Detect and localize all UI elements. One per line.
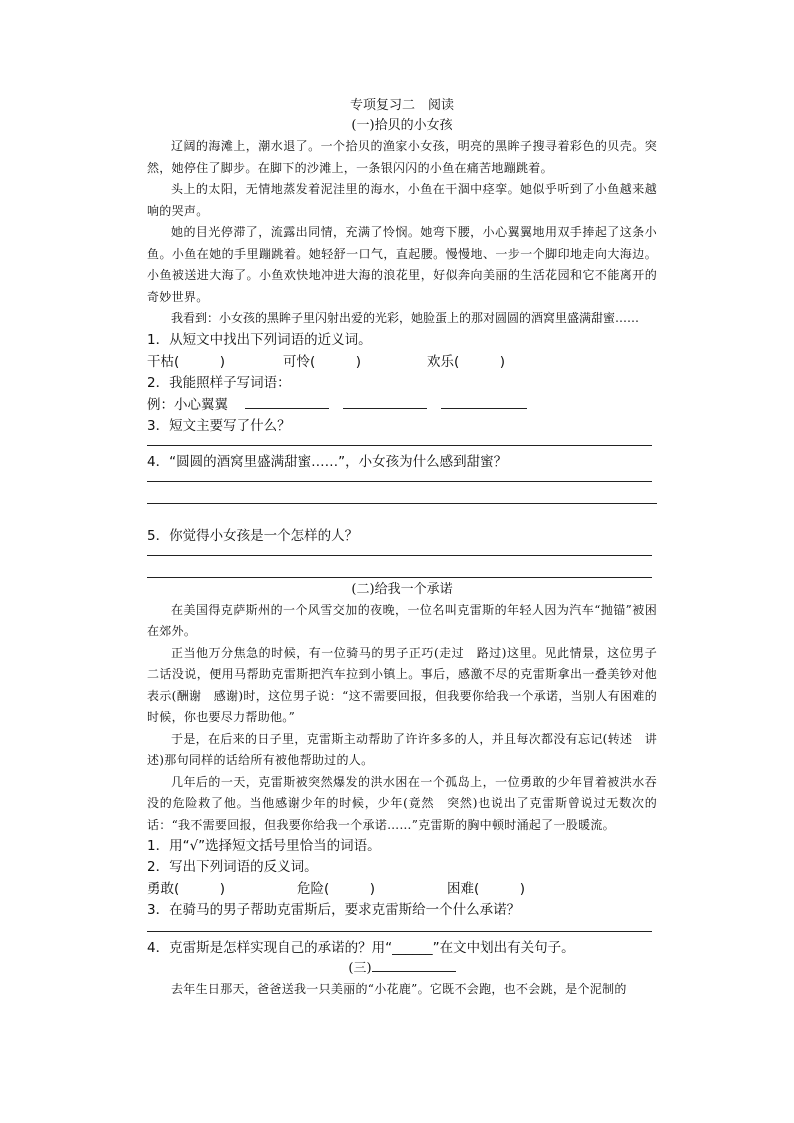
s1-question-5: 5．你觉得小女孩是一个怎样的人？ [147, 527, 359, 544]
section1-title: (一)拾贝的小女孩 [351, 118, 453, 133]
s2-question-4: 4．克雷斯是怎样实现自己的承诺的？用“______”在文中划出有关句子。 [147, 940, 575, 956]
section3-title [147, 959, 657, 979]
s1-q2-row [147, 394, 657, 416]
page-title: 专项复习二 阅读 [349, 98, 454, 113]
answer-blank[interactable] [441, 394, 527, 409]
s2-question-1: 1．用“√”选择短文括号里恰当的词语。 [147, 838, 381, 854]
section3-label: (三) [348, 961, 372, 976]
s2-question-3: 3．在骑马的男子帮助克雷斯后，要求克雷斯给一个什么承诺？ [147, 902, 521, 918]
s1-question-1: 1．从短文中找出下列词语的近义词。 [147, 331, 372, 348]
section1-paragraph: 辽阔的海滩上，潮水退了。一个拾贝的渔家小女孩，明亮的黑眸子搜寻着彩色的贝壳。突然，她停住了脚步。在脚下的沙滩上，一条银闪闪的小鱼在痛苦地蹦跳着。 [147, 139, 657, 175]
section2-title: (二)给我一个承诺 [351, 581, 453, 597]
section1-paragraph: 她的目光停滞了，流露出同情，充满了怜悯。她弯下腰，小心翼翼地用双手捧起了这条小鱼。小鱼在她的手里蹦跳着。她轻舒一口气，直起腰。慢慢地、一步一个脚印地走向大海边。小鱼被送进大海了。小鱼欢快地冲进大海的浪花里，好似奔向美丽的生活花园和它不能离开的奇妙世界。 [147, 225, 657, 304]
s1-q1-item[interactable]: 可怜( ) [283, 353, 362, 370]
s2-q2-item[interactable]: 危险( ) [297, 881, 376, 897]
s2-question-2: 2．写出下列词语的反义词。 [147, 859, 318, 875]
section2-paragraph: 几年后的一天，克雷斯被突然爆发的洪水困在一个孤岛上，一位勇敢的少年冒着被洪水吞没的危险救了他。当他感谢少年的时候，少年(竟然 突然)也说出了克雷斯曾说过无数次的话：“我不需要回报，但我要你给我一个承诺……”克雷斯的胸中顿时涌起了一股暖流。 [147, 774, 657, 832]
section1-paragraph: 我看到：小女孩的黑眸子里闪射出爱的光彩，她脸蛋上的那对圆圆的酒窝里盛满甜蜜…… [171, 311, 640, 325]
section2-paragraph: 正当他万分焦急的时候，有一位骑马的男子正巧(走过 路过)这里。见此情景，这位男子二话没说，便用马帮助克雷斯把汽车拉到小镇上。事后，感激不尽的克雷斯拿出一叠美钞对他表示(酬谢 感谢)时，这位男子说：“这不需要回报，但我要你给我一个承诺，当别人有困难的时候，你也要尽力帮助他。” [147, 645, 657, 724]
answer-blank[interactable] [245, 394, 329, 409]
s1-question-3: 3．短文主要写了什么？ [147, 417, 291, 434]
answer-line[interactable] [147, 577, 652, 578]
answer-line[interactable] [147, 931, 652, 932]
s1-q2-example: 例：小心翼翼 [147, 396, 228, 413]
s1-q1-items [147, 351, 657, 373]
s1-q1-item[interactable]: 干枯( ) [147, 353, 226, 370]
s2-q2-items [147, 878, 657, 900]
section1-paragraph: 头上的太阳，无情地蒸发着泥洼里的海水，小鱼在干涸中痉挛。她似乎听到了小鱼越来越响的哭声。 [147, 182, 657, 218]
section2-paragraph: 在美国得克萨斯州的一个风雪交加的夜晚，一位名叫克雷斯的年轻人因为汽车“抛锚”被困在郊外。 [147, 602, 657, 638]
s2-q2-item[interactable]: 勇敢( ) [147, 881, 226, 897]
document-page [147, 96, 657, 1001]
s1-question-4: 4．“圆圆的酒窝里盛满甜蜜……”，小女孩为什么感到甜蜜？ [147, 453, 508, 470]
answer-blank[interactable] [343, 394, 427, 409]
answer-line[interactable] [147, 555, 652, 556]
s1-q1-item[interactable]: 欢乐( ) [427, 353, 506, 370]
section3-paragraph: 去年生日那天，爸爸送我一只美丽的“小花鹿”。它既不会跑，也不会跳，是个泥制的 [171, 982, 627, 996]
section3-title-blank[interactable] [372, 959, 456, 972]
s2-q2-item[interactable]: 困难( ) [447, 881, 526, 897]
answer-line[interactable] [147, 481, 652, 482]
section2-paragraph: 于是，在后来的日子里，克雷斯主动帮助了许许多多的人，并且每次都没有忘记(转述 讲述)那句同样的话给所有被他帮助过的人。 [147, 731, 657, 767]
s1-question-2: 2．我能照样子写词语： [147, 374, 291, 391]
answer-line[interactable] [147, 445, 652, 446]
